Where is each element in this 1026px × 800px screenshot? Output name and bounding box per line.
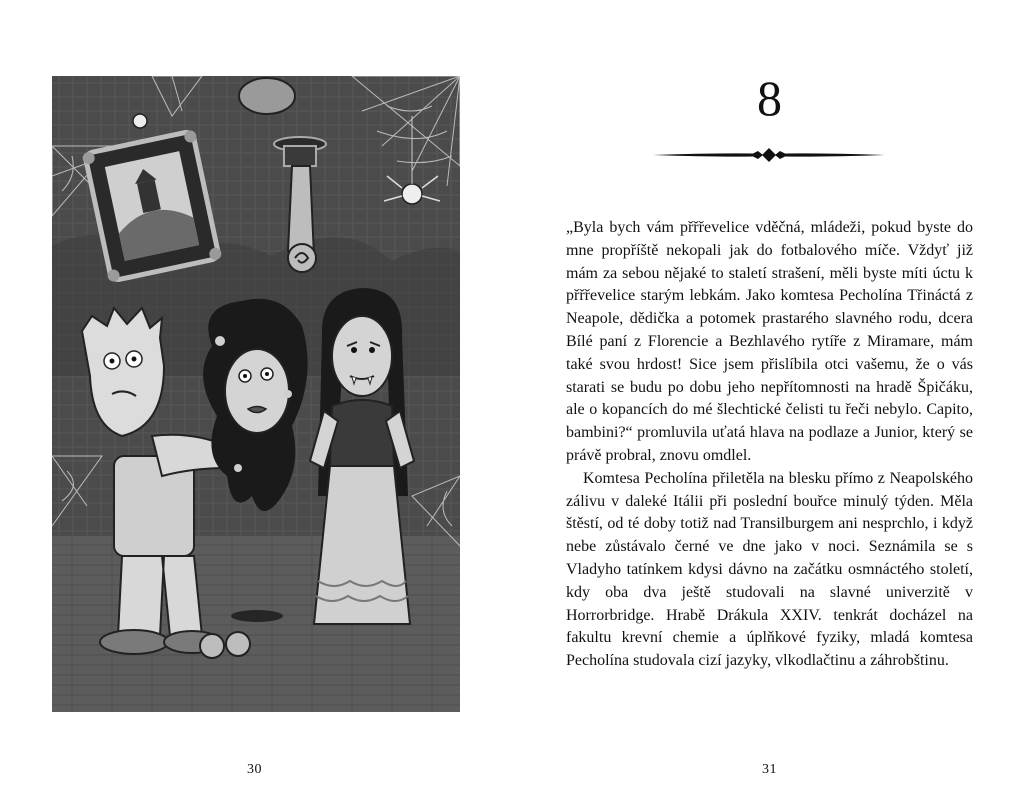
page-number: 30 [247,762,262,777]
chapter-ornament [653,144,885,166]
paragraph: „Byla bych vám přřřevelice vděčná, mládeži, pokud byste do mne propříště nekopali jak do fotbalového míče. Vždyť již mám za sebou nějaké to staletí strašení, měli byste míti úctu k přřřevelice starým lebkám. Jako komtesa Pecholína Třináctá z Neapole, dědička a potomek prastarého slavného rodu, dcera Bílé paní z Florencie a Bezhlavého rytíře z Miramare, mám také svou hrdost! Sice jsem přislíbila otci vašemu, že o vás starati se budu po dobu jeho nepřítomnosti na hradě Špičáku, ale o kopancích do mé šlechtické čelisti tu řeči nebylo. Capito, bambini?“ promluvila uťatá hlava na podlaze a Junior, který se právě probral, znovu omdlel. [566,219,973,464]
paragraph: Komtesa Pecholína přiletěla na blesku přímo z Neapolského zálivu v daleké Itálii při poslední bouřce minulý týden. Měla štěstí, od té doby totiž nad Transilburgem ani nesprchlo, i když nebe zůstávalo černé ve dne jako v noci. Seznámila se s Vladyho tatínkem kdysi dávno na začátku osmnáctého století, kdy oba dva ještě studovali na slavné univerzitě v Horrorbridge. Hrabě Drákula XXIV. tenkrát docházel na fakultu krevní chemie a úplňkové fyziky, mladá komtesa Pecholína studovala cizí jazyky, vlkodlačtinu a záhrobštinu. [566,469,973,670]
illustration-artwork [52,76,460,712]
illustration [52,76,460,712]
chapter-number: 8 [757,70,782,126]
right-page [513,0,1026,800]
page-number: 31 [762,762,777,777]
body-text [566,217,973,673]
